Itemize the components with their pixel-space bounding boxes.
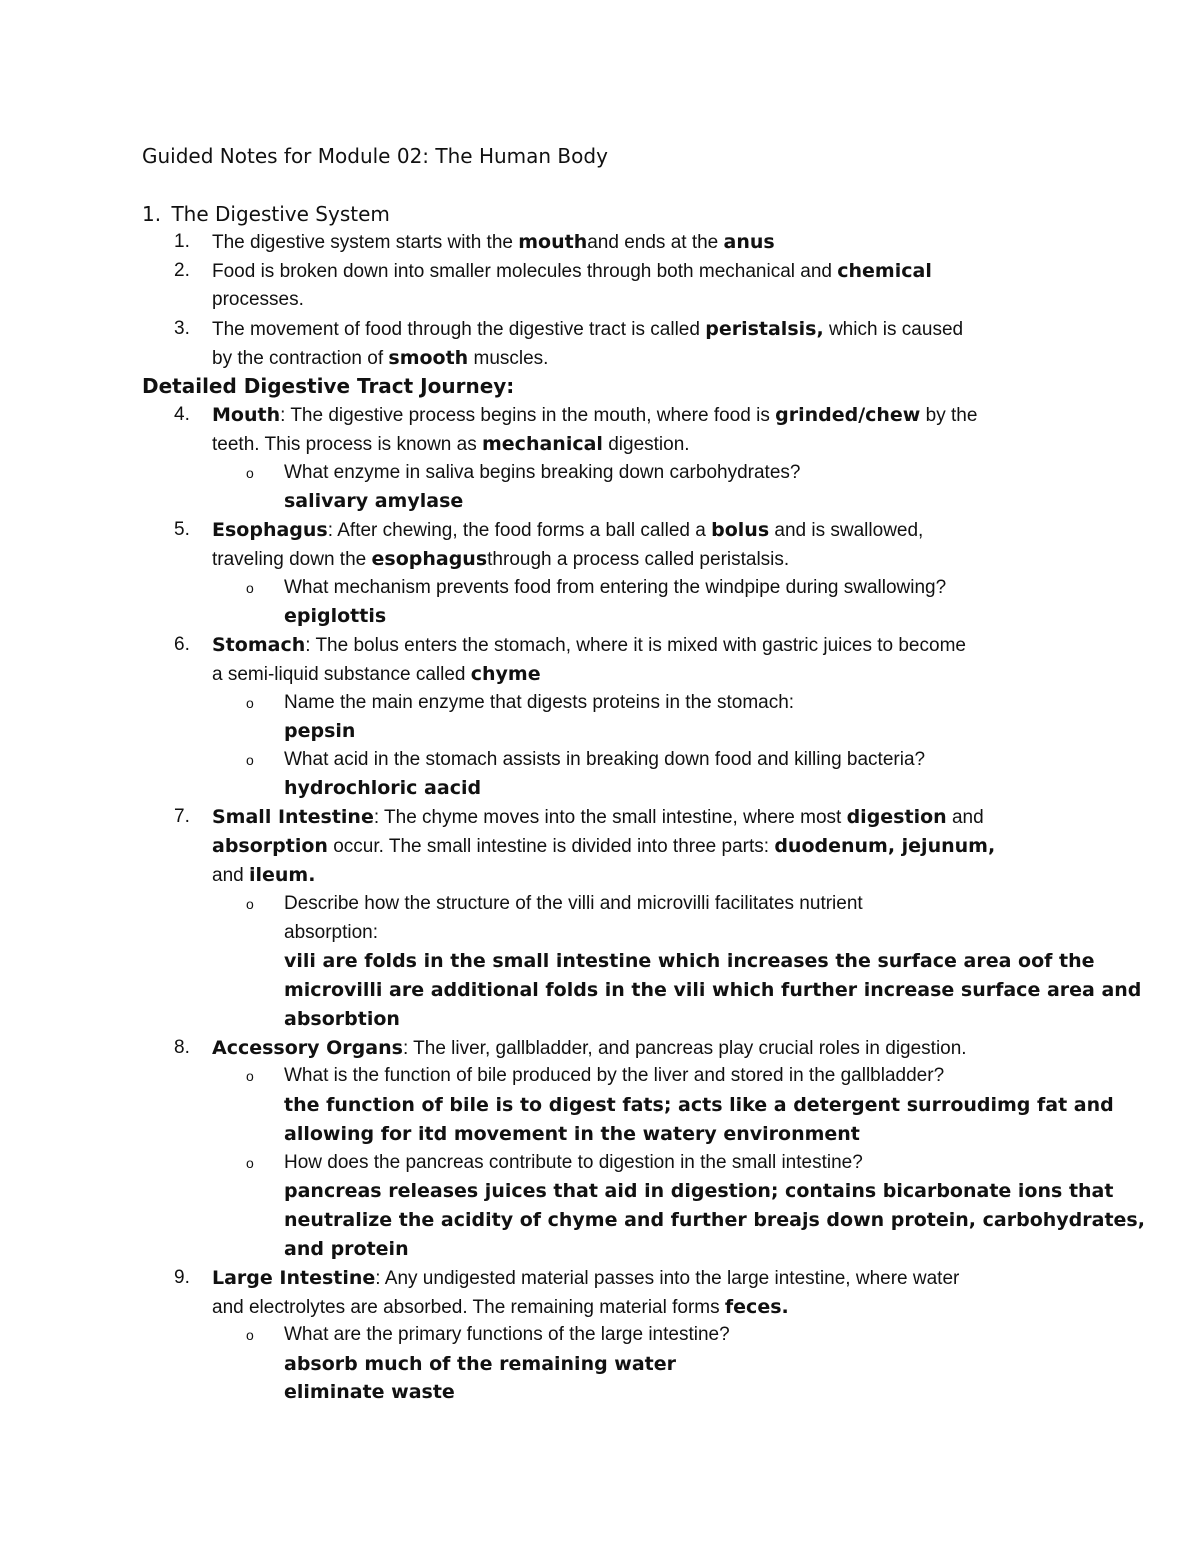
organ-label: Esophagus [212,519,328,541]
text-run: Food is broken down into smaller molecules through both mechanical and [212,261,838,282]
list-item-text [212,1293,789,1322]
question-text: What mechanism prevents food from entering the windpipe during swallowing? [284,577,947,598]
answer-text: epiglottis [284,605,387,627]
list-item-text [212,430,690,459]
list-item-text [212,631,966,660]
text-run: occur. The small intestine is divided into three parts: [327,836,775,857]
list-item-text [212,228,775,257]
question-text: absorption: [284,922,379,943]
question-text: Name the main enzyme that digests proteins in the stomach: [284,692,795,713]
organ-label: Mouth [212,404,281,426]
list-number: 3. [174,318,190,339]
answer-esophagus: esophagus [371,548,488,570]
list-item-text [212,516,923,545]
answer-peristalsis: peristalsis, [705,318,824,340]
question-text: Describe how the structure of the villi and microvilli facilitates nutrient [284,893,863,914]
answer-text: the function of bile is to digest fats; acts like a detergent surroudimg fat and [284,1094,1114,1116]
answer-feces: feces. [724,1296,789,1318]
bullet-icon: o [246,752,254,768]
answer-text: absorbtion [284,1008,400,1030]
bullet-icon: o [246,896,254,912]
bullet-icon: o [246,695,254,711]
answer-text: hydrochloric aacid [284,777,482,799]
text-run: : After chewing, the food forms a ball called a [327,520,712,541]
section-label: The Digestive System [171,202,390,226]
text-run: digestion. [602,434,690,455]
list-item-text [212,257,932,286]
answer-text: pancreas releases juices that aid in digestion; contains bicarbonate ions that [284,1180,1114,1202]
list-item-text [212,545,789,574]
list-number: 5. [174,519,190,540]
question-text: What are the primary functions of the large intestine? [284,1324,730,1345]
organ-label: Large Intestine [212,1267,376,1289]
text-run: and electrolytes are absorbed. The remaining material forms [212,1297,725,1318]
answer-grinded: grinded/chew [775,404,921,426]
answer-text: neutralize the acidity of chyme and further breajs down protein, carbohydrates, [284,1209,1145,1231]
bullet-icon: o [246,465,254,481]
answer-mouth: mouth [518,231,588,253]
answer-ileum: ileum. [248,864,316,886]
text-run: The digestive system starts with the [212,232,519,253]
text-run: The movement of food through the digestive tract is called [212,319,706,340]
text-run: through a process called peristalsis. [487,549,790,570]
list-number: 2. [174,260,190,281]
list-item-text [212,344,548,373]
text-run: and [946,807,984,828]
answer-text: eliminate waste [284,1381,455,1403]
list-number: 9. [174,1267,190,1288]
list-number: 6. [174,634,190,655]
section-heading-tract-journey [142,372,514,400]
text-run: : The digestive process begins in the mouth, where food is [280,405,776,426]
section-number: 1. [142,202,162,226]
text-run: by the contraction of [212,348,389,369]
answer-chemical: chemical [837,260,932,282]
text-run: : The chyme moves into the small intestine, where most [373,807,847,828]
text-run: : The bolus enters the stomach, where it is mixed with gastric juices to become [305,635,966,656]
text-run: teeth. This process is known as [212,434,482,455]
text-run: by the [920,405,978,426]
answer-intestine-parts: duodenum, jejunum, [774,835,996,857]
question-text: How does the pancreas contribute to digestion in the small intestine? [284,1152,863,1173]
text-run: and ends at the [587,232,724,253]
text-run: : The liver, gallbladder, and pancreas play crucial roles in digestion. [402,1038,967,1059]
list-item-text [212,315,963,344]
answer-chyme: chyme [470,663,541,685]
answer-text: microvilli are additional folds in the vili which further increase surface area and [284,979,1142,1001]
page-title: Guided Notes for Module 02: The Human Body [142,144,608,168]
list-number: 8. [174,1037,190,1058]
organ-label: Stomach [212,634,306,656]
answer-digestion: digestion [846,806,947,828]
text-run: which is caused [823,319,964,340]
question-text: What enzyme in saliva begins breaking down carbohydrates? [284,462,801,483]
list-item-text [212,861,315,890]
answer-text: pepsin [284,720,356,742]
bullet-icon: o [246,1155,254,1171]
list-item-text [212,803,984,832]
bullet-icon: o [246,580,254,596]
question-text: What acid in the stomach assists in breaking down food and killing bacteria? [284,749,926,770]
list-number: 7. [174,806,190,827]
list-item-text [212,1034,967,1063]
section-heading-digestive-system [142,200,390,228]
list-item-text [212,401,977,430]
list-number: 4. [174,404,190,425]
answer-bolus: bolus [711,519,770,541]
bullet-icon: o [246,1068,254,1084]
text-run: muscles. [468,348,549,369]
answer-text: salivary amylase [284,490,464,512]
answer-anus: anus [723,231,775,253]
answer-text: and protein [284,1238,409,1260]
question-text: What is the function of bile produced by the liver and stored in the gallbladder? [284,1065,945,1086]
text-run: and is swallowed, [769,520,924,541]
organ-label: Accessory Organs [212,1037,403,1059]
section-label: Detailed Digestive Tract Journey: [142,374,515,398]
list-item-text [212,832,995,861]
list-item-text: processes. [212,289,304,310]
answer-text: vili are folds in the small intestine which increases the surface area oof the [284,950,1095,972]
list-item-text [212,1264,959,1293]
text-run: a semi-liquid substance called [212,664,471,685]
text-run: traveling down the [212,549,372,570]
answer-text: absorb much of the remaining water [284,1353,677,1375]
text-run: : Any undigested material passes into the large intestine, where water [375,1268,960,1289]
answer-smooth: smooth [388,347,469,369]
text-run: and [212,865,249,886]
answer-mechanical: mechanical [482,433,603,455]
answer-text: allowing for itd movement in the watery environment [284,1123,860,1145]
answer-absorption: absorption [212,835,328,857]
list-number: 1. [174,231,190,252]
list-item-text [212,660,541,689]
bullet-icon: o [246,1327,254,1343]
organ-label: Small Intestine [212,806,374,828]
